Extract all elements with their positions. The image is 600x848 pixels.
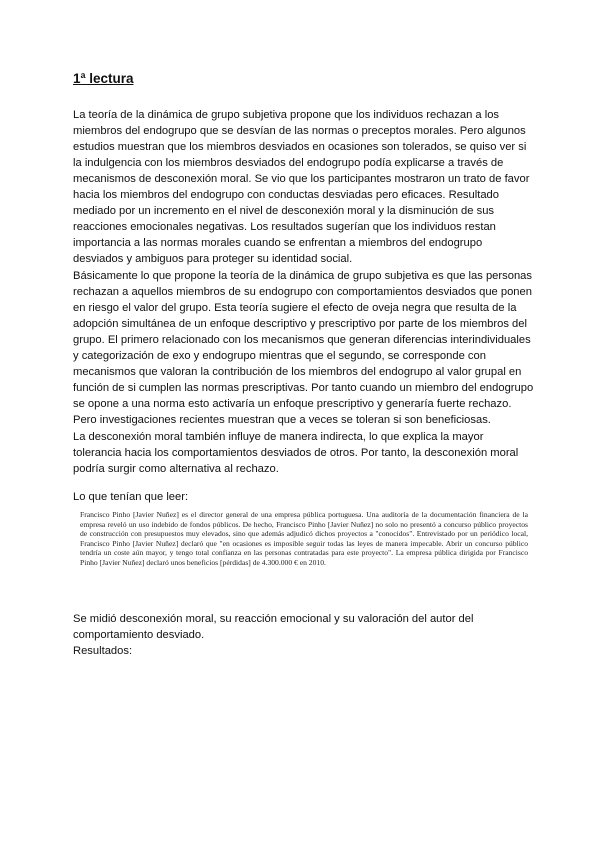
- paragraph-text: La desconexión moral también influye de manera indirecta, lo que explica la mayor tolerancia hacia los comportamientos desviados de otros. Por tanto, la desconexión moral podría surgir como alternativa al rechazo.: [73, 431, 519, 475]
- reading-label-text: Lo que tenían que leer:: [73, 491, 189, 503]
- paragraph-intro: [73, 107, 535, 267]
- results-label-text: Resultados:: [73, 645, 133, 657]
- reading-label: [73, 489, 535, 505]
- paragraph-measures: [73, 611, 535, 643]
- page-title: 1ª lectura: [73, 71, 134, 86]
- paragraph-text: La teoría de la dinámica de grupo subjetiva propone que los individuos rechazan a los miembros del endogrupo que se desvían de las normas o preceptos morales. Pero algunos estudios muestran que los miembros desviados en ocasiones son tolerados, se quiso ver si la indulgencia con los miembros desviados del endogrupo podía explicarse a través de mecanismos de desconexión moral. Se vio que los participantes mostraron un trato de favor hacia los miembros del endogrupo con conductas desviadas pero eficaces. Resultado mediado por un incremento en el nivel de desconexión moral y la disminución de sus reacciones emocionales negativas. Los resultados sugerían que los individuos restan importancia a las normas morales cuando se enfrentan a miembros del endogrupo desviados y ambiguos para proteger su identidad social.: [73, 109, 530, 265]
- paragraph-moral-disengagement: [73, 429, 535, 477]
- reading-excerpt: Francisco Pinho [Javier Nuñez] es el director general de una empresa pública portuguesa. Una auditoría de la documentación financiera de la empresa reveló un uso indebido de fondos públicos. De hecho, Francisco Pinho [Javier Nuñez] no solo no presentó a concurso público proyectos de construcción con presupuestos muy elevados, sino que además adjudicó dichos proyectos a "conocidos". Entrevistado por un periódico local, Francisco Pinho [Javier Nuñez] declaró que "en ocasiones es imposible seguir todas las leyes de manera impecable. Abrir un concurso público tendría un coste aún mayor, y tengo total confianza en las personas contratadas para este proyecto". La empresa pública dirigida por Francisco Pinho [Javier Nuñez] declaró unos beneficios [pérdidas] de 4.300.000 € en 2010.: [80, 510, 528, 567]
- paragraph-text: Se midió desconexión moral, su reacción emocional y su valoración del autor del comportamiento desviado.: [73, 613, 474, 641]
- paragraph-text: Básicamente lo que propone la teoría de la dinámica de grupo subjetiva es que las personas rechazan a aquellos miembros de su endogrupo con comportamientos desviados que ponen en riesgo el valor del grupo. Esta teoría sugiere el efecto de oveja negra que resulta de la adopción simultánea de un enfoque descriptivo y prescriptivo por parte de los miembros del grupo. El primero relacionado con los mecanismos que generan diferencias interindividuales y categorización de exo y endogrupo mientras que el segundo, se corresponde con mecanismos que valoran la contribución de los miembros del endogrupo al valor grupal en función de si cumplen las normas prescriptivas. Por tanto cuando un miembro del endogrupo se opone a una norma esto activaría un enfoque prescriptivo y generaría fuerte rechazo. Pero investigaciones recientes muestran que a veces se toleran si son beneficiosas.: [73, 270, 534, 426]
- paragraph-theory: [73, 268, 535, 428]
- results-label: [73, 643, 535, 659]
